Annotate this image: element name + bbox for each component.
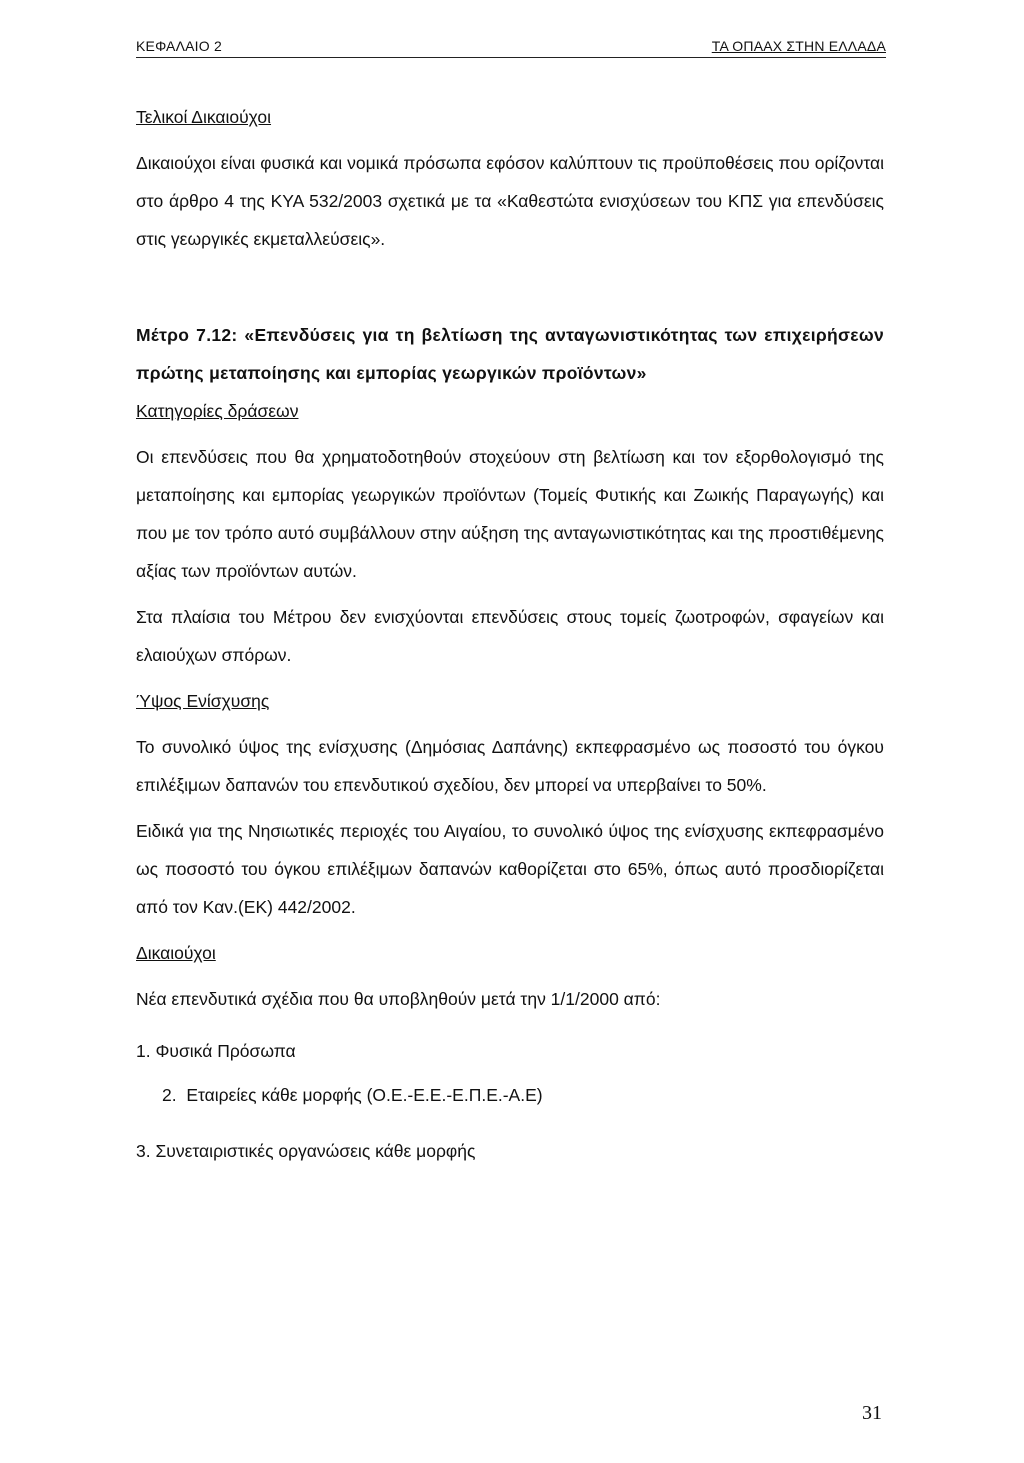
list-item: 2. Εταιρείες κάθε μορφής (Ο.Ε.-Ε.Ε.-Ε.Π.Ε.-Α.Ε) [162, 1085, 543, 1105]
paragraph-support-level-1: Το συνολικό ύψος της ενίσχυσης (Δημόσιας Δαπάνης) εκπεφρασμένο ως ποσοστό του όγκου επιλέξιμων δαπανών του επενδυτικού σχεδίου, δεν μπορεί να υπερβαίνει το 50%. [136, 737, 884, 795]
heading-final-beneficiaries: Τελικοί Δικαιούχοι [136, 107, 272, 127]
chapter-title: ΤΑ ΟΠΑΑΧ ΣΤΗΝ ΕΛΛΑΔΑ [711, 38, 886, 54]
measure-title: Μέτρο 7.12: «Επενδύσεις για τη βελτίωση της ανταγωνιστικότητας των επιχειρήσεων πρώτης μεταποίησης και εμπορίας γεωργικών προϊόντων» [136, 325, 884, 383]
heading-beneficiaries: Δικαιούχοι [136, 943, 216, 963]
beneficiaries-list [136, 1032, 884, 1170]
paragraph-beneficiaries-intro: Νέα επενδυτικά σχέδια που θα υποβληθούν μετά την 1/1/2000 από: [136, 989, 661, 1009]
list-item: 3. Συνεταιριστικές οργανώσεις κάθε μορφής [136, 1141, 476, 1161]
running-header [136, 34, 886, 60]
heading-action-categories: Κατηγορίες δράσεων [136, 401, 299, 421]
paragraph-action-categories-1: Οι επενδύσεις που θα χρηματοδοτηθούν στοχεύουν στη βελτίωση και τον εξορθολογισμό της μεταποίησης και εμπορίας γεωργικών προϊόντων (Τομείς Φυτικής και Ζωικής Παραγωγής) και που με τον τρόπο αυτό συμβάλλουν στην αύξηση της ανταγωνιστικότητας και της προστιθέμενης αξίας των προϊόντων αυτών. [136, 447, 884, 581]
page-number: 31 [862, 1402, 882, 1424]
paragraph-action-categories-2: Στα πλαίσια του Μέτρου δεν ενισχύονται επενδύσεις στους τομείς ζωοτροφών, σφαγείων και ελαιούχων σπόρων. [136, 607, 884, 665]
heading-support-level: Ύψος Ενίσχυσης [136, 691, 270, 711]
page-content [136, 98, 884, 1170]
header-rule [136, 57, 886, 58]
list-item: 1. Φυσικά Πρόσωπα [136, 1041, 296, 1061]
paragraph-support-level-2: Ειδικά για της Νησιωτικές περιοχές του Αιγαίου, το συνολικό ύψος της ενίσχυσης εκπεφρασμένο ως ποσοστό του όγκου επιλέξιμων δαπανών καθορίζεται στο 65%, όπως αυτό προσδιορίζεται από τον Καν.(ΕΚ) 442/2002. [136, 821, 884, 917]
chapter-label: ΚΕΦΑΛΑΙΟ 2 [136, 38, 222, 54]
paragraph-final-beneficiaries: Δικαιούχοι είναι φυσικά και νομικά πρόσωπα εφόσον καλύπτουν τις προϋποθέσεις που ορίζονται στο άρθρο 4 της ΚΥΑ 532/2003 σχετικά με τα «Καθεστώτα ενισχύσεων του ΚΠΣ για επενδύσεις στις γεωργικές εκμεταλλεύσεις». [136, 153, 884, 249]
